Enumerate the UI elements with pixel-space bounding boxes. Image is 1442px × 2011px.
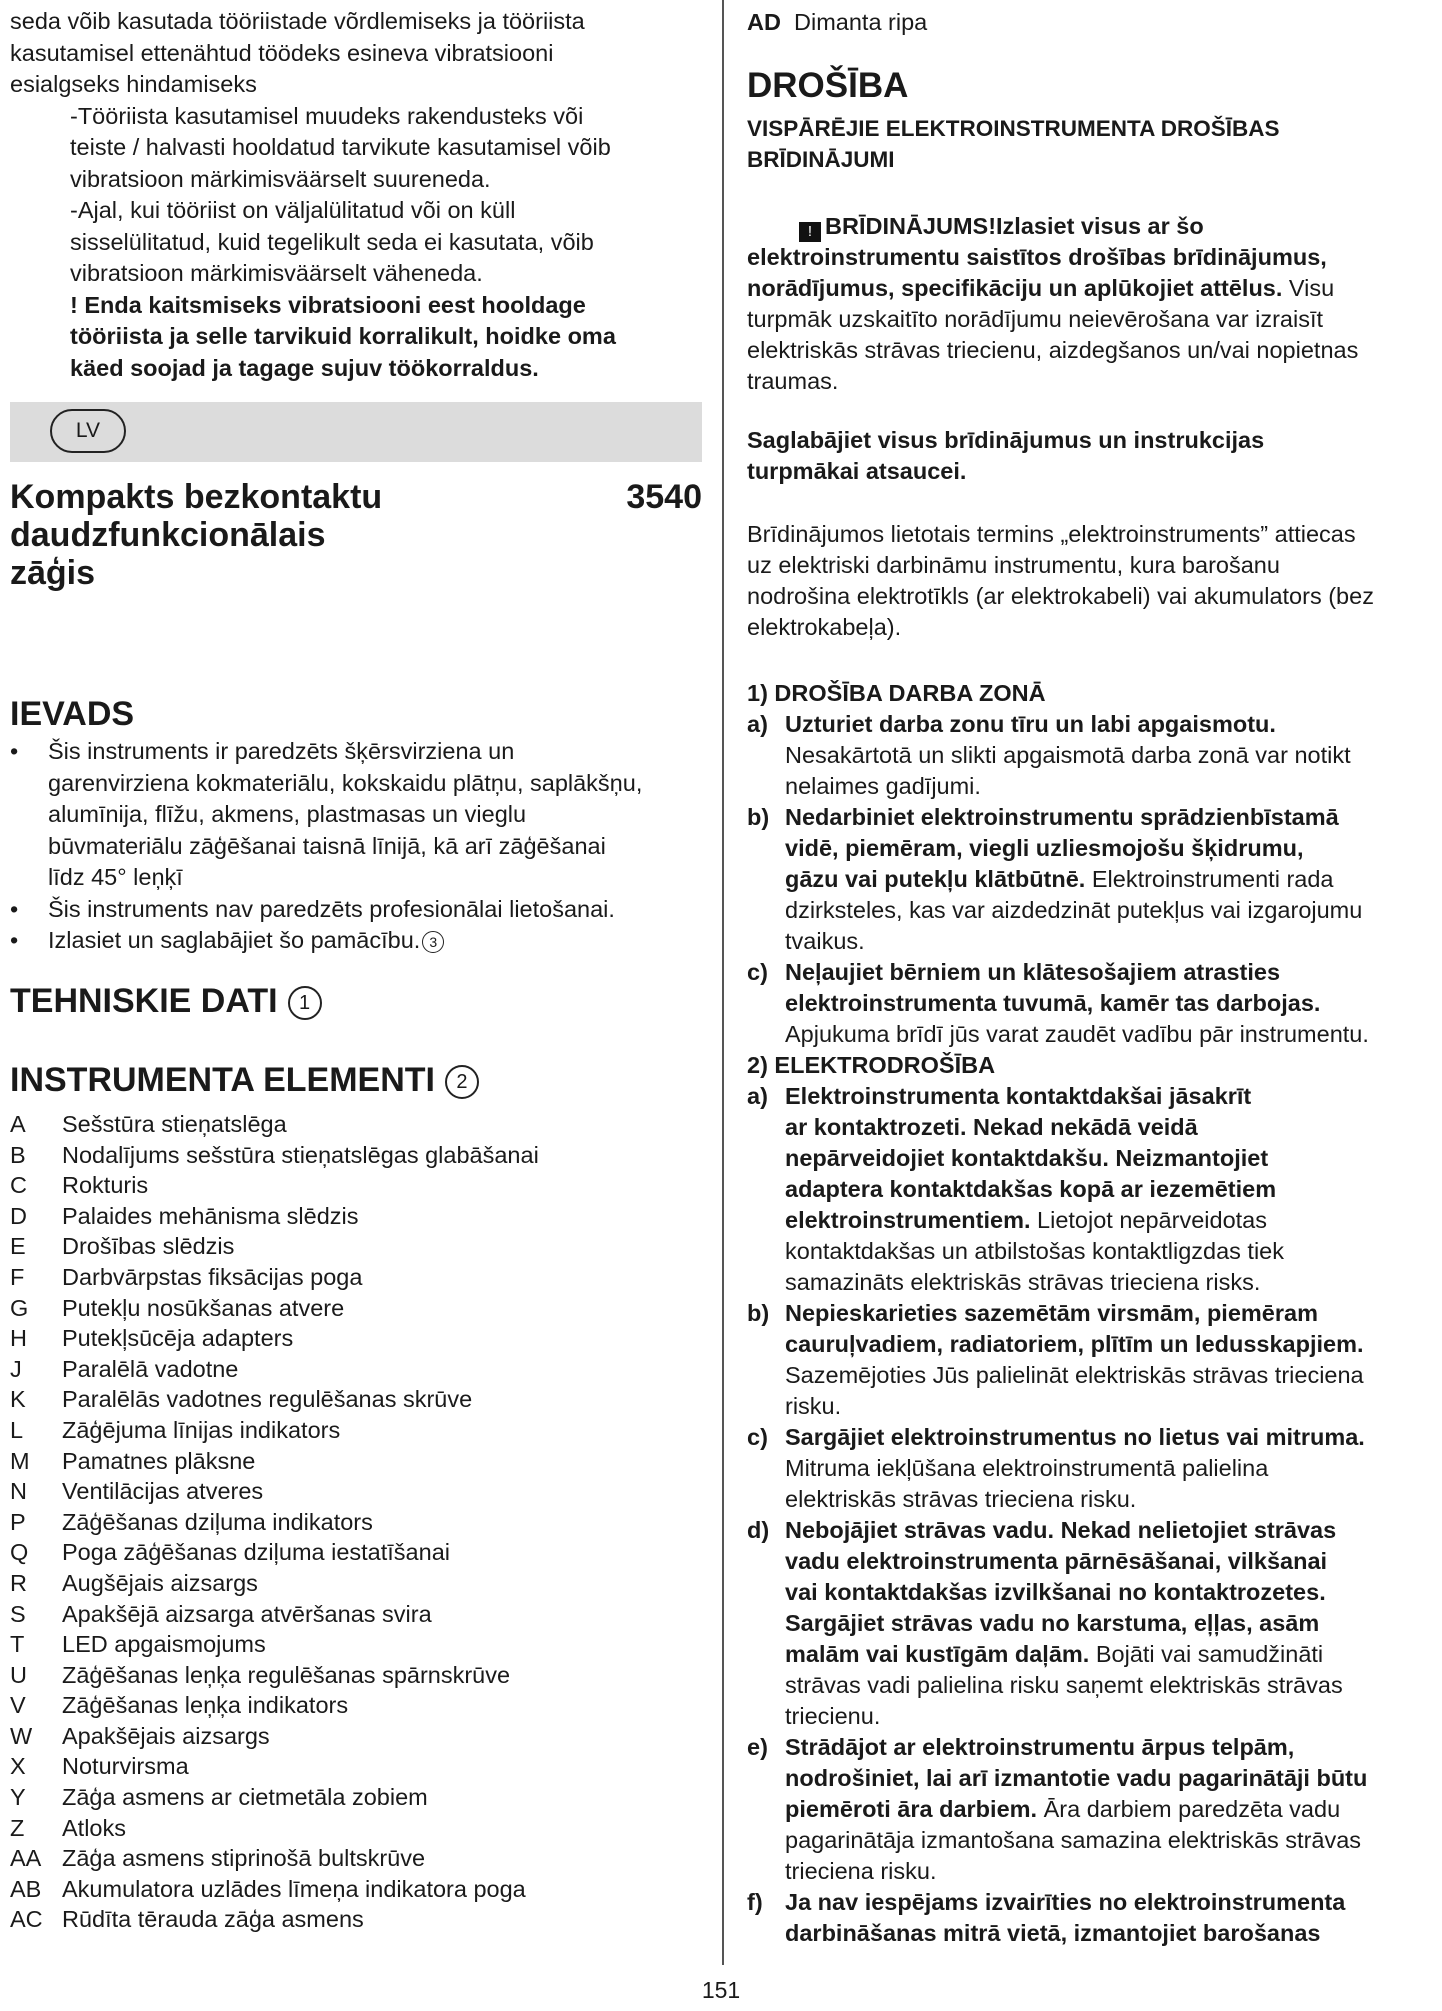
element-key: J [10, 1355, 22, 1382]
element-key: Z [10, 1814, 25, 1841]
text-line: adaptera kontaktdakšas kopā ar iezemētiem [785, 1176, 1277, 1202]
element-key: Q [10, 1539, 29, 1566]
text-line: Nedarbiniet elektroinstrumentu sprādzienbīstamā [785, 804, 1339, 830]
element-ad: AD Dimanta ripa [747, 9, 928, 35]
text-line: kontaktdakšas un atbilstošas kontaktligzdas tiek [785, 1238, 1284, 1264]
text-line: Saglabājiet visus brīdinājumus un instrukcijas [747, 427, 1265, 453]
element-key: V [10, 1692, 26, 1719]
text-line: elektroinstrumenta tuvumā, kamēr tas darbojas. [785, 990, 1321, 1016]
text-line: ! BRĪDINĀJUMS!Izlasiet visus ar šo [747, 211, 1427, 242]
element-label: Poga zāģēšanas dziļuma iestatīšanai [62, 1539, 450, 1566]
element-label: Rūdīta tērauda zāģa asmens [62, 1906, 364, 1933]
text-line: darbināšanas mitrā vietā, izmantojiet barošanas [785, 1920, 1321, 1946]
text-line: esialgseks hindamiseks [10, 71, 257, 97]
text-line: seda võib kasutada tööriistade võrdlemiseks ja tööriista [10, 8, 585, 34]
element-row [10, 1262, 702, 1293]
text-line: Strādājot ar elektroinstrumentu ārpus telpām, [785, 1734, 1295, 1760]
text-line: garenvirziena kokmateriālu, kokskaidu plātņu, saplākšņu, [48, 769, 643, 796]
element-row [10, 1874, 702, 1905]
safety-item [747, 1422, 1427, 1515]
section-2-items [747, 1081, 1427, 1949]
element-row [10, 1660, 702, 1691]
ievads-heading: IEVADS [10, 695, 135, 733]
text-line: Šis instruments ir paredzēts šķērsvirziena un [48, 738, 515, 764]
item-marker: a) [747, 1083, 768, 1109]
text-line: līdz 45° leņķī [48, 864, 183, 890]
general-warning [747, 211, 1427, 397]
element-label: Paralēlās vadotnes regulēšanas skrūve [62, 1386, 473, 1413]
text-line: alumīnija, flīžu, akmens, plastmasas un vieglu [48, 801, 527, 827]
bullet-item [10, 925, 702, 957]
element-row [10, 1415, 702, 1446]
element-key: C [10, 1172, 27, 1199]
item-marker: b) [747, 804, 770, 830]
element-key: AB [10, 1875, 42, 1902]
column-divider [722, 0, 724, 1965]
element-key: R [10, 1569, 27, 1596]
vibration-note [10, 6, 702, 384]
intro-paragraph [10, 6, 702, 101]
text-line: cauruļvadiem, radiatoriem, plītīm un ledusskapjiem. [785, 1331, 1364, 1357]
element-row [10, 1476, 702, 1507]
element-label: Darbvārpstas fiksācijas poga [62, 1263, 363, 1290]
text-line: turpmāk uzskaitīto norādījumu neievērošana var izraisīt [747, 306, 1324, 332]
element-label: Zāģa asmens ar cietmetāla zobiem [62, 1784, 428, 1811]
bullet-item [10, 894, 702, 926]
text-line: sisselülitatud, kuid tegelikult seda ei kasutata, võib [70, 228, 594, 255]
element-label: Apakšējais aizsargs [62, 1722, 270, 1749]
bullet-icon: • [10, 738, 19, 764]
text-line: turpmākai atsaucei. [747, 458, 967, 484]
text-line: nodrošiniet, lai arī izmantotie vadu pagarinātāji būtu [785, 1765, 1368, 1791]
element-row [10, 1384, 702, 1415]
element-label: Drošības slēdzis [62, 1233, 235, 1260]
item-marker: c) [747, 959, 768, 985]
element-key: U [10, 1661, 27, 1688]
element-key: L [10, 1416, 24, 1443]
element-label: Palaides mehānisma slēdzis [62, 1202, 359, 1229]
text-line: nodrošina elektrotīkls (ar elektrokabeli) vai akumulators (bez [747, 583, 1374, 609]
product-number: 3540 [626, 478, 702, 516]
text-line: ! Enda kaitsmiseks vibratsiooni eest hooldage [70, 291, 586, 318]
tech-data-heading: TEHNISKIE DATI 1 [10, 981, 322, 1021]
element-key: H [10, 1325, 27, 1352]
warning-icon: ! [799, 222, 821, 242]
text-line: Izlasiet un saglabājiet šo pamācību. 3 [48, 925, 702, 957]
text-line: Mitruma iekļūšana elektroinstrumentā palielina [785, 1455, 1269, 1481]
element-key: W [10, 1722, 33, 1749]
element-key: P [10, 1508, 26, 1535]
element-label: Putekļu nosūkšanas atvere [62, 1294, 345, 1321]
element-label: Zāģēšanas dziļuma indikators [62, 1508, 373, 1535]
section-2-heading: 2) ELEKTRODROŠĪBA [747, 1052, 996, 1078]
element-label: Zāģējuma līnijas indikators [62, 1416, 341, 1443]
subheading-line: VISPĀRĒJIE ELEKTROINSTRUMENTA DROŠĪBAS [747, 116, 1280, 141]
element-row [10, 1323, 702, 1354]
term-definition [747, 519, 1374, 643]
text-line: strāvas vadi palielina risku saņemt elektriskās strāvas [785, 1672, 1343, 1698]
safety-heading: DROŠĪBA [747, 66, 909, 105]
text-line: malām vai kustīgām daļām. Bojāti vai samudžināti [785, 1641, 1324, 1667]
text-line: trieciena risku. [785, 1858, 937, 1884]
text-line: vadu elektroinstrumenta pārnēsāšanai, vilkšanai [785, 1548, 1328, 1574]
section-1-items [747, 709, 1427, 1050]
text-line: Nesakārtotā un slikti apgaismotā darba zonā var notikt [785, 742, 1351, 768]
title-line: zāģis [10, 554, 96, 592]
text-line: Nebojājiet strāvas vadu. Nekad nelietojiet strāvas [785, 1517, 1337, 1543]
element-label: Apakšējā aizsarga atvēršanas svira [62, 1600, 432, 1627]
element-label: Rokturis [62, 1172, 149, 1199]
element-row [10, 1629, 702, 1660]
text-line: teiste / halvasti hooldatud tarvikute kasutamisel võib [70, 134, 611, 160]
safety-item [747, 802, 1427, 957]
elements-ref-circle: 2 [445, 1065, 479, 1099]
element-label: Putekļsūcēja adapters [62, 1325, 294, 1352]
text-line: piemēroti āra darbiem. Āra darbiem paredzēta vadu [785, 1796, 1341, 1822]
item-marker: b) [747, 1300, 770, 1326]
text-line: elektriskās strāvas trieciena risku. [785, 1486, 1137, 1512]
element-label: Pamatnes plāksne [62, 1447, 256, 1474]
element-label: Augšējais aizsargs [62, 1569, 258, 1596]
element-key: Y [10, 1784, 26, 1811]
ievads-bullets [10, 736, 702, 957]
text-line: Sargājiet elektroinstrumentus no lietus vai mitruma. [785, 1424, 1365, 1450]
text-line: pagarinātāja izmantošana samazina elektriskās strāvas [785, 1827, 1362, 1853]
text-line: ar kontaktrozeti. Nekad nekādā veidā [785, 1114, 1198, 1140]
text-line: vidē, piemēram, viegli uzliesmojošu šķidrumu, [785, 835, 1304, 861]
element-row [10, 1231, 702, 1262]
text-line: elektrokabeļa). [747, 614, 902, 640]
text-line: vibratsioon märkimisväärselt suureneda. [70, 165, 491, 192]
element-label: Sešstūra stieņatslēga [62, 1111, 287, 1137]
text-line: vibratsioon märkimisväärselt väheneda. [70, 260, 483, 286]
text-line: Šis instruments nav paredzēts profesionālai lietošanai. [48, 895, 615, 922]
text-line: risku. [785, 1393, 842, 1419]
text-line: nepārveidojiet kontaktdakšu. Neizmantojiet [785, 1145, 1269, 1171]
text-line: Brīdinājumos lietotais termins „elektroinstruments” attiecas [747, 521, 1356, 547]
element-key: K [10, 1386, 26, 1413]
text-line: traumas. [747, 368, 839, 394]
text-line: triecienu. [785, 1703, 881, 1729]
element-key: N [10, 1478, 27, 1505]
element-label: Zāģēšanas leņķa regulēšanas spārnskrūve [62, 1661, 511, 1688]
subheading-line: BRĪDINĀJUMI [747, 147, 895, 172]
text-line: nelaimes gadījumi. [785, 773, 981, 799]
element-key: A [10, 1111, 26, 1137]
tech-ref-circle: 1 [288, 986, 322, 1020]
text-line: -Tööriista kasutamisel muudeks rakendusteks või [70, 102, 584, 129]
text-line: samazināts elektriskās strāvas trieciena risks. [785, 1269, 1261, 1295]
element-key: G [10, 1294, 29, 1321]
text-line: -Ajal, kui tööriist on väljalülitatud või on küll [70, 197, 516, 223]
element-key: B [10, 1141, 26, 1168]
elements-heading: INSTRUMENTA ELEMENTI 2 [10, 1060, 479, 1100]
page-number: 151 [701, 1977, 741, 2003]
element-key: M [10, 1447, 30, 1474]
bullet-icon: • [10, 927, 19, 953]
element-key: T [10, 1631, 25, 1658]
element-key: D [10, 1202, 27, 1229]
element-row [10, 1140, 702, 1171]
element-label: Akumulatora uzlādes līmeņa indikatora poga [62, 1875, 526, 1902]
element-label: Zāģa asmens stiprinošā bultskrūve [62, 1845, 426, 1872]
element-key: F [10, 1263, 25, 1290]
element-row [10, 1843, 702, 1874]
text-line: tvaikus. [785, 928, 865, 954]
element-row [10, 1782, 702, 1813]
title-line: daudzfunkcionālais [10, 516, 326, 554]
bullet-icon: • [10, 895, 19, 922]
text-line: Apjukuma brīdī jūs varat zaudēt vadību pār instrumentu. [785, 1021, 1369, 1047]
element-row [10, 1690, 702, 1721]
element-row [10, 1354, 702, 1385]
element-key: E [10, 1233, 26, 1260]
item-marker: a) [747, 711, 768, 737]
safety-item [747, 1298, 1427, 1422]
item-marker: c) [747, 1424, 768, 1450]
element-label: Nodalījums sešstūra stieņatslēgas glabāšanai [62, 1141, 539, 1168]
element-key: X [10, 1753, 26, 1780]
text-line: käed soojad ja tagage sujuv töökorraldus. [70, 354, 539, 381]
dash-paragraph-1 [10, 101, 702, 196]
text-line: tööriista ja selle tarvikuid korralikult, hoidke oma [70, 323, 616, 349]
language-badge: LV [50, 409, 126, 453]
element-label: LED apgaismojums [62, 1631, 266, 1658]
element-row [10, 1507, 702, 1538]
element-row [10, 1170, 702, 1201]
text-line: Elektroinstrumenta kontaktdakšai jāsakrīt [785, 1083, 1252, 1109]
dash-paragraph-2 [10, 195, 702, 290]
text-line: gāzu vai putekļu klātbūtnē. Elektroinstrumenti rada [785, 866, 1334, 892]
text-line: elektroinstrumentiem. Lietojot nepārveidotas [785, 1207, 1267, 1233]
element-row [10, 1568, 702, 1599]
element-row [10, 1813, 702, 1844]
item-marker: e) [747, 1734, 768, 1760]
title-line: Kompakts bezkontaktu [10, 478, 383, 516]
element-key: S [10, 1600, 26, 1627]
text-line: Sargājiet strāvas vadu no karstuma, eļļas, asām [785, 1610, 1320, 1636]
safety-item [747, 1515, 1427, 1732]
safety-item [747, 1887, 1427, 1949]
safety-item [747, 1081, 1427, 1298]
manual-ref-circle: 3 [422, 931, 444, 953]
section-1-heading: 1) DROŠĪBA DARBA ZONĀ [747, 680, 1046, 706]
safety-item [747, 709, 1427, 802]
bullet-item [10, 736, 702, 894]
element-label: Zāģēšanas leņķa indikators [62, 1692, 349, 1719]
item-marker: d) [747, 1517, 770, 1543]
text-line: Neļaujiet bērniem un klātesošajiem atrasties [785, 959, 1281, 985]
text-line: Nepieskarieties sazemētām virsmām, piemēram [785, 1300, 1318, 1326]
language-bar [10, 402, 702, 462]
element-row [10, 1599, 702, 1630]
text-line: Sazemējoties Jūs palielināt elektriskās strāvas trieciena [785, 1362, 1364, 1388]
text-line: Ja nav iespējams izvairīties no elektroinstrumenta [785, 1889, 1346, 1915]
text-line: elektroinstrumentu saistītos drošības brīdinājumus, [747, 244, 1327, 270]
element-row [10, 1293, 702, 1324]
text-line: dzirksteles, kas var aizdedzināt putekļus vai izgarojumu [785, 897, 1363, 923]
elements-list [10, 1109, 702, 1935]
save-instructions [747, 425, 1264, 487]
product-title [10, 478, 702, 592]
safety-sections [747, 678, 1427, 1949]
element-key: AA [10, 1845, 42, 1872]
element-row [10, 1537, 702, 1568]
safety-item [747, 957, 1427, 1050]
element-label: Paralēlā vadotne [62, 1355, 239, 1382]
safety-item [747, 1732, 1427, 1887]
element-row [10, 1109, 702, 1140]
element-label: Noturvirsma [62, 1753, 189, 1780]
element-row [10, 1446, 702, 1477]
vibration-warning [10, 290, 702, 385]
element-row [10, 1721, 702, 1752]
element-row [10, 1201, 702, 1232]
text-line: elektriskās strāvas triecienu, aizdegšanos un/vai nopietnas [747, 337, 1359, 363]
text-line: būvmateriālu zāģēšanai taisnā līnijā, kā arī zāģēšanai [48, 832, 606, 859]
element-row [10, 1751, 702, 1782]
ievads-section [10, 694, 702, 957]
element-label: Atloks [62, 1814, 126, 1841]
text-line: kasutamisel ettenähtud töödeks esineva vibratsiooni [10, 39, 554, 66]
safety-subheading [747, 113, 1280, 175]
element-label: Ventilācijas atveres [62, 1478, 264, 1505]
text-line: uz elektriski darbināmu instrumentu, kura barošanu [747, 552, 1280, 578]
text-line: Uzturiet darba zonu tīru un labi apgaismotu. [785, 711, 1276, 737]
element-row [10, 1904, 702, 1935]
text-line: vai kontaktdakšas izvilkšanai no kontaktrozetes. [785, 1579, 1326, 1605]
text-line: norādījumus, specifikāciju un aplūkojiet attēlus. Visu [747, 275, 1335, 301]
item-marker: f) [747, 1889, 763, 1915]
element-key: AC [10, 1906, 43, 1933]
